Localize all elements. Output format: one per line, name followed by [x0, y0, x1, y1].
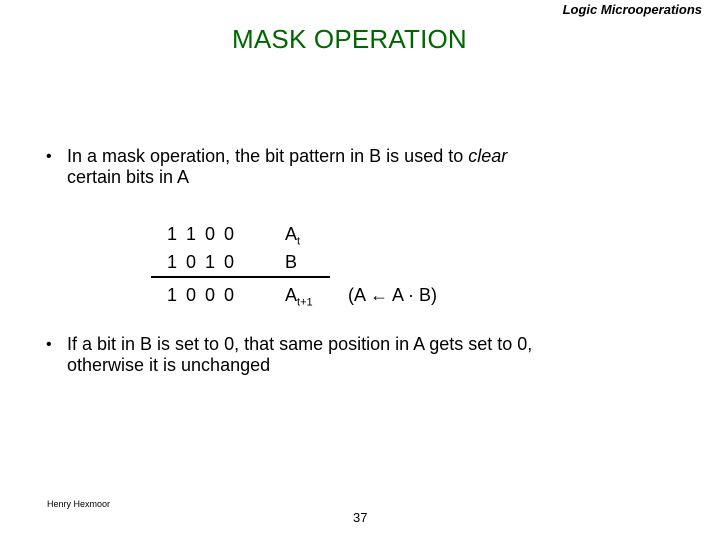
register-b-label: B — [285, 252, 298, 272]
bits-row-b: 1 0 1 0 — [167, 252, 237, 272]
bullet-2 — [67, 334, 532, 376]
bullet-1-text: In a mask operation, the bit pattern in B is used to — [67, 146, 469, 166]
bullet-1-text-line2: certain bits in A — [67, 167, 190, 187]
bullet-1-emphasis: clear — [468, 146, 508, 166]
bullet-marker: • — [46, 336, 52, 353]
register-a-name: A — [285, 224, 298, 244]
bits-row-a: 1 1 0 0 — [167, 224, 237, 244]
register-result-subscript: t+1 — [297, 296, 313, 309]
register-result-name: A — [285, 285, 298, 305]
slide-title: MASK OPERATION — [232, 24, 467, 54]
bullet-2-text: If a bit in B is set to 0, that same position in A gets set to 0, — [67, 334, 533, 354]
register-a-subscript: t — [297, 235, 301, 248]
section-header: Logic Microoperations — [562, 2, 702, 17]
register-a-label — [285, 224, 300, 248]
sum-rule — [151, 276, 330, 278]
bullet-marker: • — [46, 148, 52, 165]
register-result-label — [285, 285, 313, 309]
bits-row-result: 1 0 0 0 — [167, 285, 237, 305]
bullet-2-text-line2: otherwise it is unchanged — [67, 355, 271, 375]
mask-formula: (A ← A · B) — [348, 285, 438, 305]
page-number: 37 — [353, 510, 368, 525]
author-footer: Henry Hexmoor — [47, 499, 111, 509]
bullet-1 — [67, 146, 507, 188]
